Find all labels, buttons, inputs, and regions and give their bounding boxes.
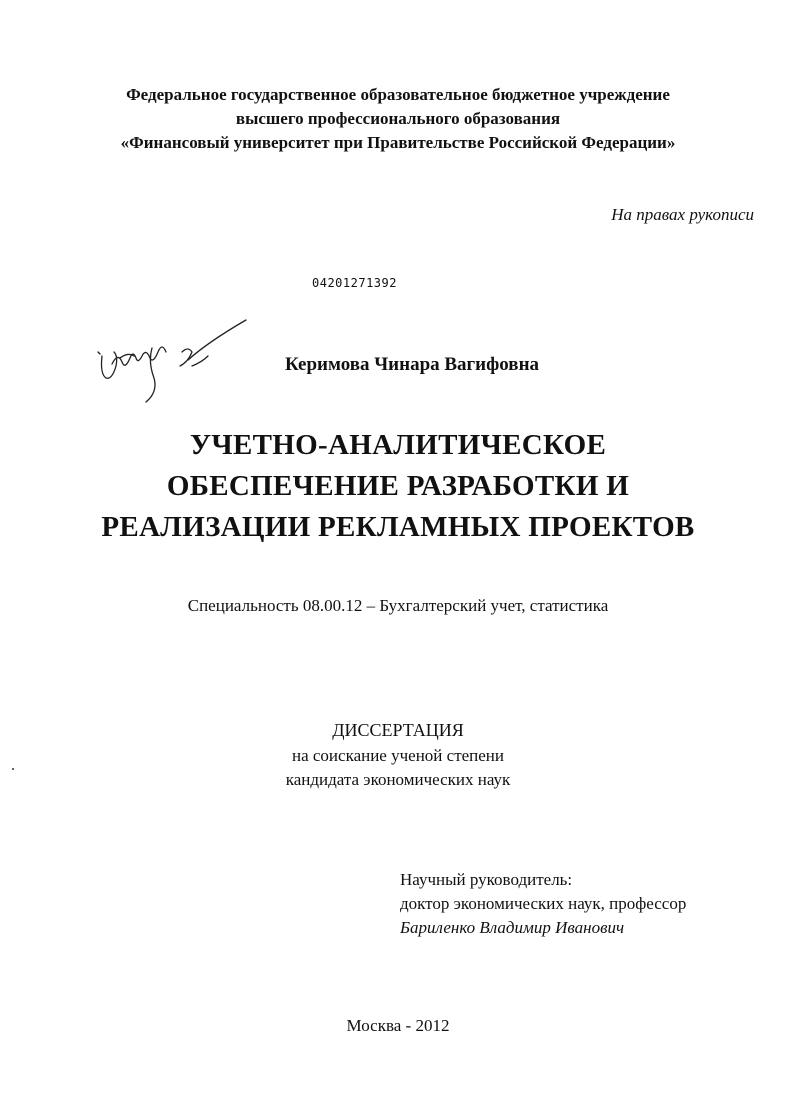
rights-note: На правах рукописи [611, 205, 754, 224]
supervisor-label: Научный руководитель: [400, 870, 573, 889]
title-line-2: ОБЕСПЕЧЕНИЕ РАЗРАБОТКИ И [166, 470, 630, 502]
author-name: Керимова Чинара Вагифовна [285, 354, 540, 375]
institution-line-1: Федеральное государственное образовательное бюджетное учреждение [126, 85, 670, 104]
specialty: Специальность 08.00.12 – Бухгалтерский учет, статистика [187, 596, 609, 615]
supervisor-degree: доктор экономических наук, профессор [400, 894, 687, 913]
degree-purpose: на соискание ученой степени [291, 746, 505, 765]
document-number: 04201271392 [312, 276, 397, 290]
dissertation-type: ДИССЕРТАЦИЯ [332, 720, 464, 740]
title-line-3: РЕАЛИЗАЦИИ РЕКЛАМНЫХ ПРОЕКТОВ [101, 511, 695, 543]
supervisor-name: Бариленко Владимир Иванович [400, 918, 625, 937]
institution-line-3: «Финансовый университет при Правительстве Российской Федерации» [120, 133, 676, 152]
signature-icon [92, 318, 262, 408]
city-year: Москва - 2012 [346, 1016, 450, 1035]
title-line-1: УЧЕТНО-АНАЛИТИЧЕСКОЕ [189, 429, 607, 461]
degree-name: кандидата экономических наук [285, 770, 511, 789]
scan-speck [12, 768, 14, 770]
institution-line-2: высшего профессионального образования [235, 109, 561, 128]
